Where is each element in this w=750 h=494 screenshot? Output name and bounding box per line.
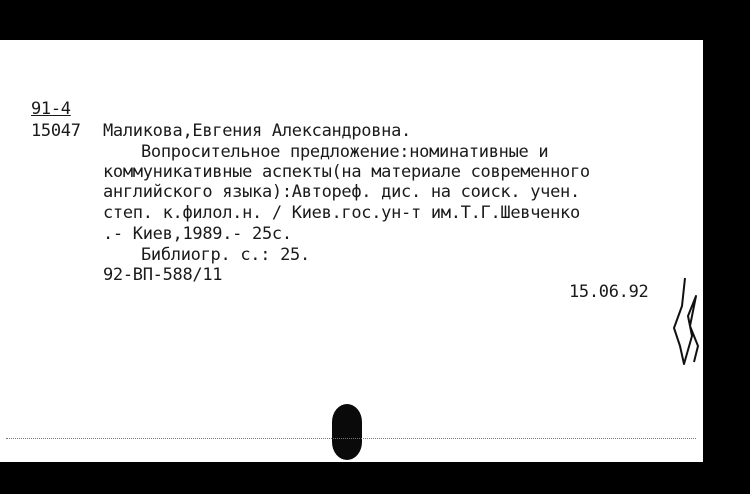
title-line-3: английского языка):Автореф. дис. на соиск. учен. — [103, 182, 580, 202]
punch-hole — [332, 404, 362, 460]
shelf-mark: 91-4 — [31, 99, 71, 119]
author-name: Маликова,Евгения Александровна. — [103, 121, 411, 141]
title-line-2: коммуникативные аспекты(на материале современного — [103, 162, 590, 182]
title-line-1: Вопросительное предложение:номинативные и — [141, 142, 549, 162]
title-line-4: степ. к.филол.н. / Киев.гос.ун-т им.Т.Г.Шевченко — [103, 203, 580, 223]
catalog-card — [0, 40, 703, 462]
accession-number: 15047 — [31, 121, 81, 141]
dotted-guide-line — [6, 438, 696, 439]
title-line-5: .- Киев,1989.- 25с. — [103, 224, 292, 244]
catalog-date: 15.06.92 — [569, 282, 649, 302]
bibliography-note: Библиогр. с.: 25. — [141, 245, 310, 265]
catalog-code: 92-ВП-588/11 — [103, 265, 223, 285]
signature-mark — [670, 276, 700, 366]
